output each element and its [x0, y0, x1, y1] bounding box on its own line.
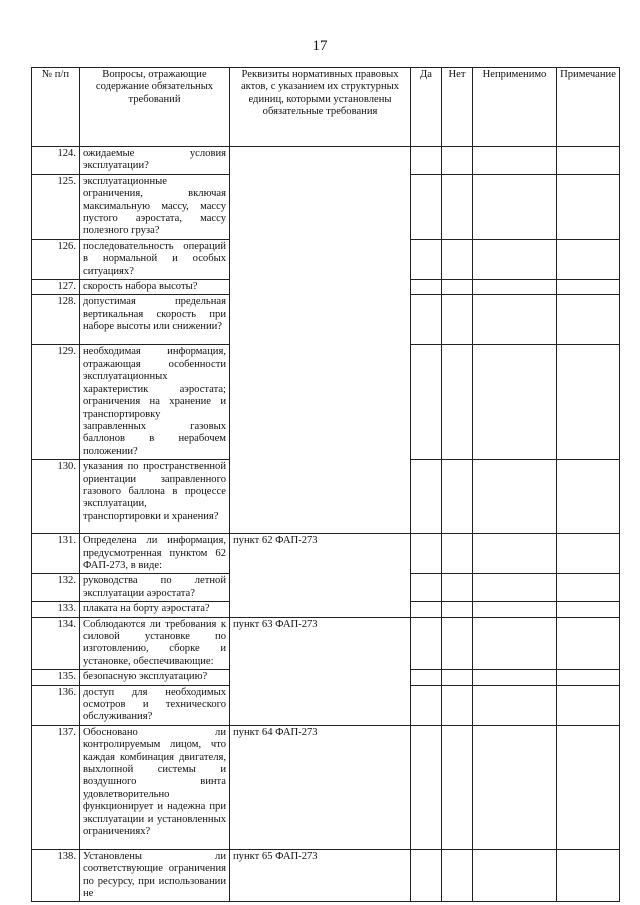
answer-yes-cell[interactable]: [411, 345, 442, 460]
answer-yes-cell[interactable]: [411, 725, 442, 849]
answer-na-cell[interactable]: [473, 849, 557, 902]
table-row: [32, 617, 620, 670]
answer-yes-cell[interactable]: [411, 174, 442, 239]
answer-na-cell[interactable]: [473, 725, 557, 849]
requisite-reference: пункт 62 ФАП-273: [230, 534, 411, 617]
answer-no-cell[interactable]: [442, 725, 473, 849]
requisite-reference: пункт 64 ФАП-273: [230, 725, 411, 849]
note-cell[interactable]: [557, 295, 620, 345]
row-number: 130.: [32, 460, 80, 534]
answer-yes-cell[interactable]: [411, 617, 442, 670]
note-cell[interactable]: [557, 280, 620, 295]
answer-no-cell[interactable]: [442, 685, 473, 725]
requisite-reference: пункт 65 ФАП-273: [230, 849, 411, 902]
row-number: 132.: [32, 574, 80, 602]
row-number: 128.: [32, 295, 80, 345]
answer-no-cell[interactable]: [442, 574, 473, 602]
checklist-table: [31, 67, 620, 902]
question-text: ожидаемые условия эксплуатации?: [80, 147, 230, 175]
answer-na-cell[interactable]: [473, 460, 557, 534]
question-text: Соблюдаются ли требования к силовой установке по изготовлению, сборке и установке, обеспечивающие:: [80, 617, 230, 670]
header-requisites: Реквизиты нормативных правовых актов, с указанием их структурных единиц, которыми установлены обязательные требования: [230, 68, 411, 147]
answer-yes-cell[interactable]: [411, 147, 442, 175]
answer-yes-cell[interactable]: [411, 685, 442, 725]
note-cell[interactable]: [557, 147, 620, 175]
header-note: Примечание: [557, 68, 620, 147]
answer-no-cell[interactable]: [442, 295, 473, 345]
requisite-reference: пункт 63 ФАП-273: [230, 617, 411, 725]
answer-yes-cell[interactable]: [411, 574, 442, 602]
requisite-reference: [230, 147, 411, 534]
answer-yes-cell[interactable]: [411, 534, 442, 574]
answer-na-cell[interactable]: [473, 239, 557, 279]
answer-na-cell[interactable]: [473, 574, 557, 602]
header-row: [32, 68, 620, 147]
note-cell[interactable]: [557, 345, 620, 460]
header-question: Вопросы, отражающие содержание обязательных требований: [80, 68, 230, 147]
table-row: [32, 725, 620, 849]
note-cell[interactable]: [557, 534, 620, 574]
answer-na-cell[interactable]: [473, 685, 557, 725]
answer-no-cell[interactable]: [442, 617, 473, 670]
row-number: 125.: [32, 174, 80, 239]
row-number: 126.: [32, 239, 80, 279]
row-number: 136.: [32, 685, 80, 725]
question-text: безопасную эксплуатацию?: [80, 670, 230, 685]
answer-yes-cell[interactable]: [411, 239, 442, 279]
table-row: [32, 534, 620, 574]
row-number: 131.: [32, 534, 80, 574]
answer-na-cell[interactable]: [473, 295, 557, 345]
answer-na-cell[interactable]: [473, 345, 557, 460]
row-number: 138.: [32, 849, 80, 902]
answer-no-cell[interactable]: [442, 670, 473, 685]
row-number: 137.: [32, 725, 80, 849]
header-no: Нет: [442, 68, 473, 147]
answer-na-cell[interactable]: [473, 280, 557, 295]
answer-yes-cell[interactable]: [411, 849, 442, 902]
note-cell[interactable]: [557, 617, 620, 670]
answer-na-cell[interactable]: [473, 617, 557, 670]
note-cell[interactable]: [557, 174, 620, 239]
header-num: № п/п: [32, 68, 80, 147]
note-cell[interactable]: [557, 602, 620, 617]
question-text: доступ для необходимых осмотров и технического обслуживания?: [80, 685, 230, 725]
question-text: руководства по летной эксплуатации аэростата?: [80, 574, 230, 602]
answer-na-cell[interactable]: [473, 147, 557, 175]
answer-no-cell[interactable]: [442, 534, 473, 574]
question-text: Обосновано ли контролируемым лицом, что каждая комбинация двигателя, выхлопной системы и воздушного винта удовлетворительно функционирует и надежна при эксплуатации и установленных ограничениях?: [80, 725, 230, 849]
answer-no-cell[interactable]: [442, 602, 473, 617]
answer-no-cell[interactable]: [442, 280, 473, 295]
note-cell[interactable]: [557, 725, 620, 849]
question-text: указания по пространственной ориентации заправленного газового баллона в процессе эксплуатации, транспортировки и хранения?: [80, 460, 230, 534]
note-cell[interactable]: [557, 685, 620, 725]
answer-no-cell[interactable]: [442, 460, 473, 534]
answer-no-cell[interactable]: [442, 345, 473, 460]
note-cell[interactable]: [557, 574, 620, 602]
answer-no-cell[interactable]: [442, 147, 473, 175]
note-cell[interactable]: [557, 670, 620, 685]
header-yes: Да: [411, 68, 442, 147]
answer-no-cell[interactable]: [442, 849, 473, 902]
header-na: Неприменимо: [473, 68, 557, 147]
question-text: эксплуатационные ограничения, включая максимальную массу, массу пустого аэростата, массу полезного груза?: [80, 174, 230, 239]
question-text: последовательность операций в нормальной и особых ситуациях?: [80, 239, 230, 279]
answer-yes-cell[interactable]: [411, 670, 442, 685]
answer-yes-cell[interactable]: [411, 295, 442, 345]
row-number: 129.: [32, 345, 80, 460]
page-number: 17: [312, 38, 328, 54]
question-text: допустимая предельная вертикальная скорость при наборе высоты или снижении?: [80, 295, 230, 345]
table-row: [32, 849, 620, 902]
note-cell[interactable]: [557, 849, 620, 902]
answer-na-cell[interactable]: [473, 174, 557, 239]
answer-na-cell[interactable]: [473, 534, 557, 574]
answer-yes-cell[interactable]: [411, 280, 442, 295]
question-text: Установлены ли соответствующие ограничения по ресурсу, при использовании не: [80, 849, 230, 902]
answer-yes-cell[interactable]: [411, 460, 442, 534]
row-number: 127.: [32, 280, 80, 295]
answer-na-cell[interactable]: [473, 602, 557, 617]
answer-na-cell[interactable]: [473, 670, 557, 685]
question-text: Определена ли информация, предусмотренная пунктом 62 ФАП-273, в виде:: [80, 534, 230, 574]
answer-yes-cell[interactable]: [411, 602, 442, 617]
note-cell[interactable]: [557, 239, 620, 279]
row-number: 133.: [32, 602, 80, 617]
question-text: плаката на борту аэростата?: [80, 602, 230, 617]
question-text: необходимая информация, отражающая особенности эксплуатационных характеристик аэростата; ограничения на хранение и транспортировку заправленных газовых баллонов в нерабочем положении?: [80, 345, 230, 460]
row-number: 135.: [32, 670, 80, 685]
answer-no-cell[interactable]: [442, 239, 473, 279]
table-row: [32, 147, 620, 175]
note-cell[interactable]: [557, 460, 620, 534]
answer-no-cell[interactable]: [442, 174, 473, 239]
row-number: 134.: [32, 617, 80, 670]
table-body: [32, 147, 620, 902]
question-text: скорость набора высоты?: [80, 280, 230, 295]
row-number: 124.: [32, 147, 80, 175]
